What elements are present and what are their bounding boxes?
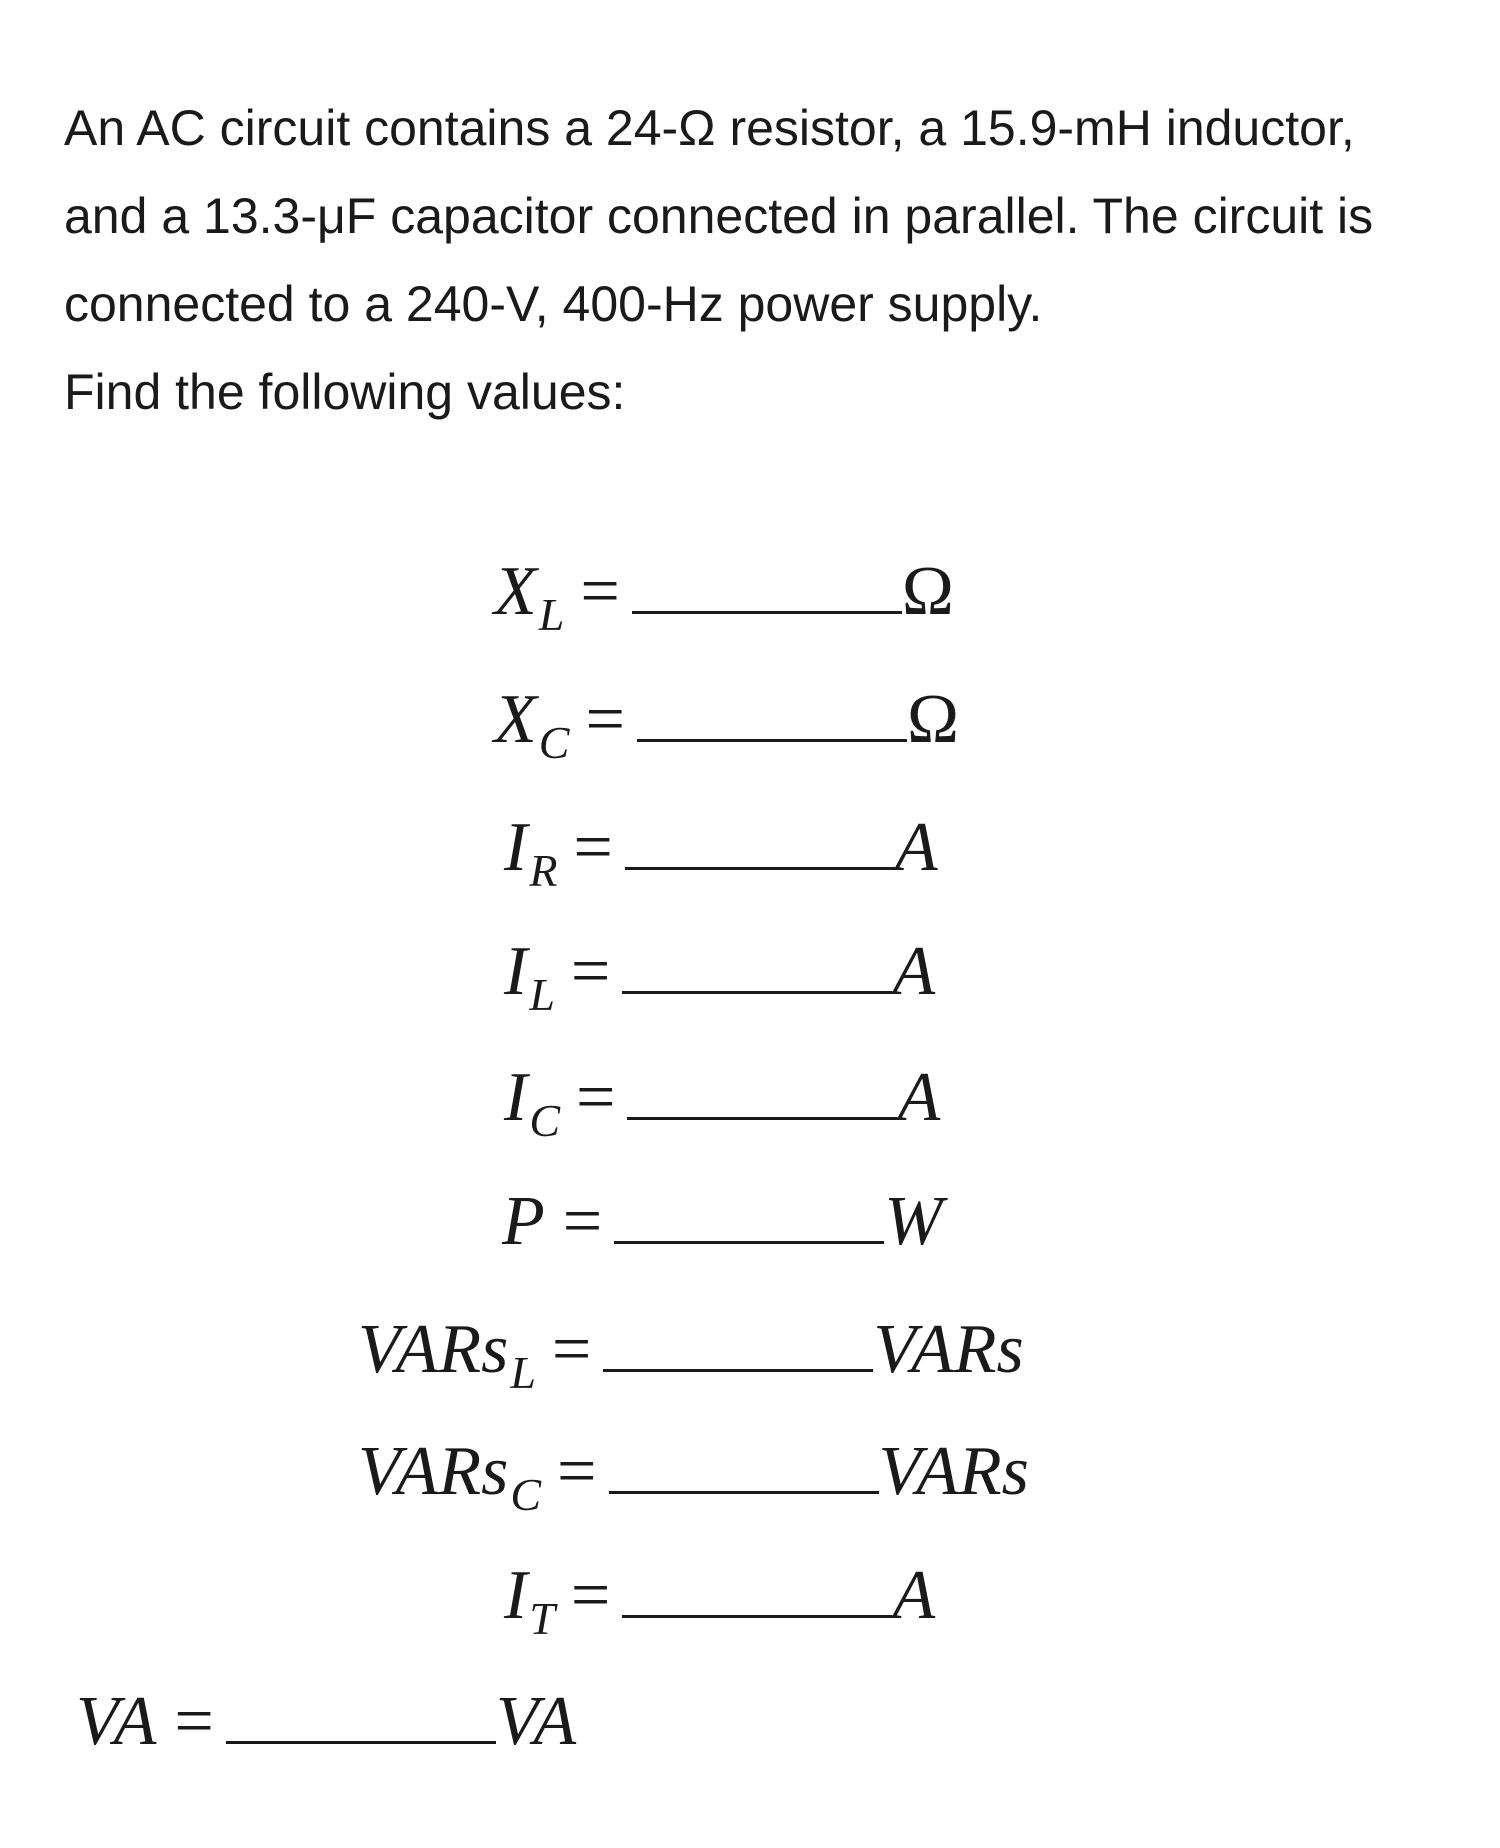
equation-subscript: C (510, 1469, 542, 1520)
equals-sign: = (570, 933, 611, 1010)
equals-sign: = (551, 1311, 592, 1388)
equation-it (504, 1556, 935, 1643)
answer-blank-xl[interactable] (632, 611, 902, 614)
equation-subscript: L (538, 589, 565, 640)
answer-blank-il[interactable] (622, 991, 892, 994)
equals-sign: = (585, 681, 625, 758)
equation-variable: I (504, 1557, 528, 1634)
equation-unit: Ω (906, 681, 959, 758)
equation-unit: VARs (878, 1433, 1029, 1510)
equals-sign: = (174, 1683, 214, 1760)
equation-subscript: L (510, 1347, 536, 1398)
equation-subscript: R (529, 845, 558, 896)
equation-xc (494, 680, 959, 767)
equation-unit: Ω (901, 553, 954, 630)
equals-sign: = (570, 1557, 611, 1634)
equation-xl (494, 552, 954, 639)
problem-paragraph: An AC circuit contains a 24-Ω resistor, a 15.9-mH inductor, and a 13.3-μF capacitor connected in parallel. The circuit is connected to a 240-V, 400-Hz power supply. (64, 100, 1374, 332)
equation-va (76, 1682, 576, 1762)
equation-unit: A (892, 1557, 936, 1634)
equation-p (502, 1182, 943, 1262)
equation-variable: X (494, 553, 537, 630)
equals-sign: = (562, 1183, 603, 1260)
equals-sign: = (576, 1059, 616, 1136)
equation-variable: VA (76, 1683, 157, 1760)
answer-blank-xc[interactable] (637, 739, 907, 742)
equation-subscript: C (529, 1095, 560, 1146)
equation-unit: A (892, 933, 936, 1010)
equation-variable: I (504, 809, 528, 886)
equation-variable: VARs (358, 1311, 509, 1388)
equation-variable: VARs (358, 1433, 509, 1510)
equation-ir (504, 808, 938, 895)
equation-unit: VA (495, 1683, 577, 1760)
answer-blank-vars-c[interactable] (609, 1491, 879, 1494)
equation-subscript: T (529, 1593, 555, 1644)
answer-blank-it[interactable] (622, 1615, 892, 1618)
equation-variable: I (504, 1059, 528, 1136)
answer-blank-va[interactable] (226, 1741, 496, 1744)
equation-il (504, 932, 935, 1019)
equation-variable: I (504, 933, 528, 1010)
answer-blank-ir[interactable] (625, 867, 895, 870)
equation-unit: VARs (873, 1311, 1024, 1388)
equation-variable: X (494, 681, 537, 758)
problem-prompt: Find the following values: (64, 364, 626, 420)
problem-statement (64, 84, 1444, 436)
equation-subscript: C (538, 717, 570, 768)
equation-vars-c (358, 1432, 1029, 1519)
equation-subscript: L (529, 969, 555, 1020)
equation-unit: W (884, 1183, 943, 1260)
equation-variable: P (502, 1183, 545, 1260)
answer-blank-ic[interactable] (627, 1117, 897, 1120)
equals-sign: = (573, 809, 613, 886)
equation-ic (504, 1058, 940, 1145)
answer-blank-p[interactable] (614, 1241, 884, 1244)
equation-vars-l (358, 1310, 1024, 1397)
equation-unit: A (897, 1059, 941, 1136)
equals-sign: = (580, 553, 620, 630)
answer-blank-vars-l[interactable] (603, 1369, 873, 1372)
equation-unit: A (894, 809, 938, 886)
equals-sign: = (557, 1433, 597, 1510)
